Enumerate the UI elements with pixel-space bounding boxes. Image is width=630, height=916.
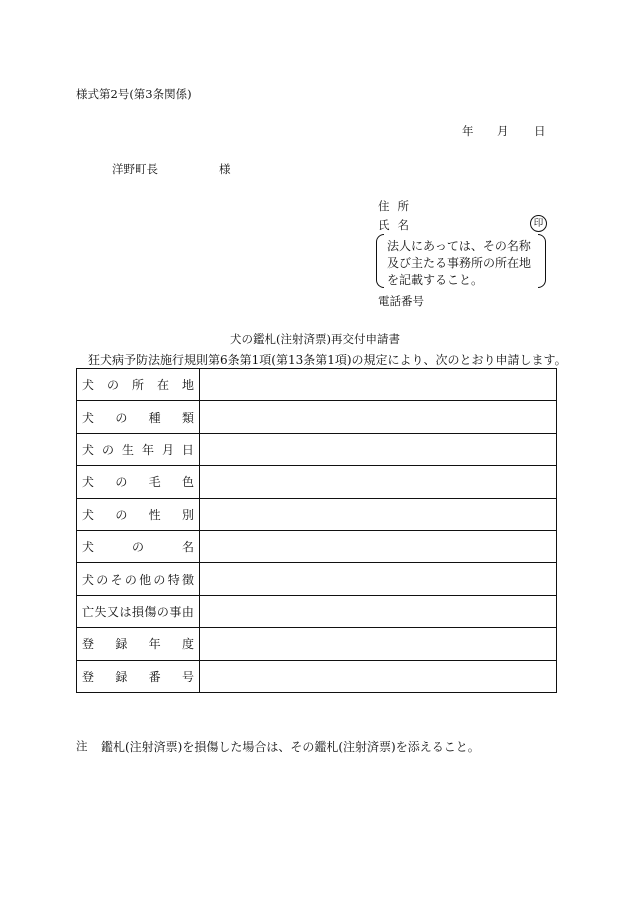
table-row <box>77 369 557 401</box>
document-title: 犬の鑑札(注射済票)再交付申請書 <box>230 332 400 346</box>
corporation-note-line: を記載すること。 <box>387 273 484 287</box>
row-value-field[interactable] <box>200 595 557 627</box>
row-value-field[interactable] <box>200 660 557 692</box>
row-label: 犬 の 種 類 <box>82 410 194 425</box>
application-table <box>76 368 557 693</box>
corporation-note-line: 法人にあっては、その名称 <box>387 239 531 253</box>
row-label-cell <box>77 401 200 433</box>
applicant-address-label: 住所 <box>378 199 417 213</box>
row-value-field[interactable] <box>200 628 557 660</box>
left-bracket <box>376 234 384 288</box>
corporation-note <box>376 234 546 288</box>
row-value-field[interactable] <box>200 369 557 401</box>
row-value-field[interactable] <box>200 466 557 498</box>
date-year-label: 年 <box>462 124 474 138</box>
honorific: 様 <box>219 162 231 176</box>
applicant-phone-label: 電話番号 <box>378 294 424 308</box>
row-label: 犬 の 生 年 月 日 <box>82 442 194 457</box>
row-label: 犬 の 所 在 地 <box>82 378 194 393</box>
footnote-mark: 注 <box>76 739 88 753</box>
row-label: 亡 失 又 は 損 傷 の 事 由 <box>82 604 194 619</box>
date-month-label: 月 <box>497 124 509 138</box>
row-value-field[interactable] <box>200 530 557 562</box>
right-bracket <box>538 234 546 288</box>
seal-mark: 印 <box>530 215 547 232</box>
row-label-cell <box>77 628 200 660</box>
table-row <box>77 433 557 465</box>
table-row <box>77 595 557 627</box>
row-label: 犬 の そ の 他 の 特 徴 <box>82 572 194 587</box>
row-label-cell <box>77 595 200 627</box>
table-row <box>77 530 557 562</box>
row-label: 登 録 番 号 <box>82 669 194 684</box>
table-row <box>77 563 557 595</box>
applicant-name-label: 氏名 <box>378 218 417 232</box>
row-label-cell <box>77 563 200 595</box>
row-label-cell <box>77 369 200 401</box>
row-label: 登 録 年 度 <box>82 637 194 652</box>
row-label: 犬 の 性 別 <box>82 507 194 522</box>
addressee: 洋野町長 <box>112 162 158 176</box>
table-row <box>77 660 557 692</box>
table-row <box>77 498 557 530</box>
row-label: 犬 の 名 <box>82 540 194 555</box>
row-label-cell <box>77 433 200 465</box>
row-label-cell <box>77 466 200 498</box>
table-row <box>77 401 557 433</box>
row-value-field[interactable] <box>200 433 557 465</box>
row-label-cell <box>77 660 200 692</box>
row-value-field[interactable] <box>200 563 557 595</box>
row-label-cell <box>77 498 200 530</box>
row-label-cell <box>77 530 200 562</box>
table-row <box>77 628 557 660</box>
table-row <box>77 466 557 498</box>
form-number: 様式第2号(第3条関係) <box>76 87 192 101</box>
footnote-text: 鑑札(注射済票)を損傷した場合は、その鑑札(注射済票)を添えること。 <box>101 740 480 754</box>
application-statement: 狂犬病予防法施行規則第6条第1項(第13条第1項)の規定により、次のとおり申請します。 <box>88 353 567 367</box>
row-value-field[interactable] <box>200 498 557 530</box>
date-day-label: 日 <box>534 124 546 138</box>
row-label: 犬 の 毛 色 <box>82 475 194 490</box>
row-value-field[interactable] <box>200 401 557 433</box>
corporation-note-line: 及び主たる事務所の所在地 <box>387 256 532 270</box>
